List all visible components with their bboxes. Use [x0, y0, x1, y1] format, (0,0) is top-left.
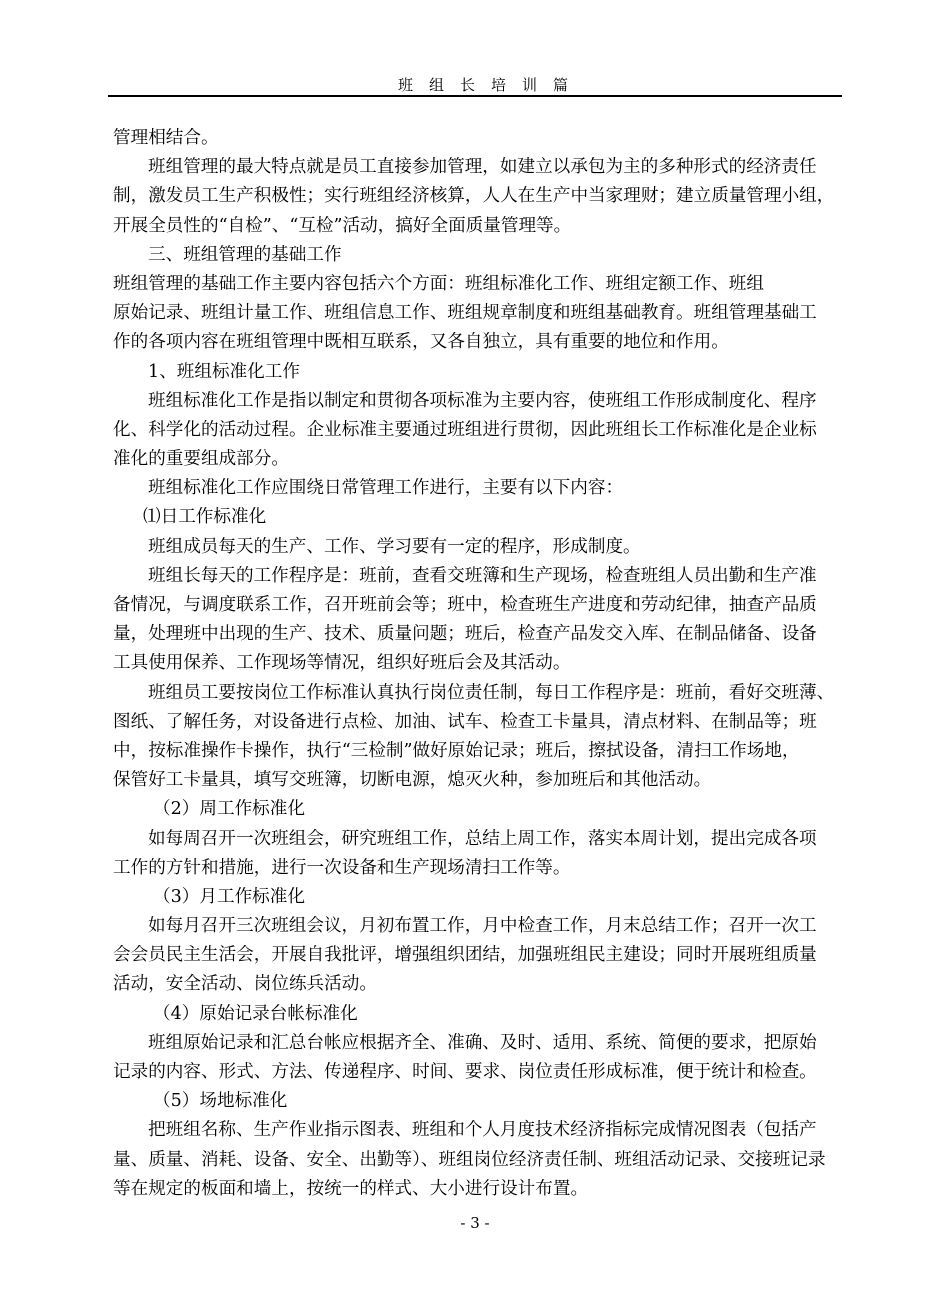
text-line: 量、质量、消耗、设备、安全、出勤等）、班组岗位经济责任制、班组活动记录、交接班记录 — [113, 1149, 826, 1170]
text-line: ⑴日工作标准化 — [143, 507, 267, 528]
text-line: 班组原始记录和汇总台帐应根据齐全、准确、及时、适用、系统、简便的要求，把原始 — [148, 1032, 817, 1053]
text-line: 如每月召开三次班组会议，月初布置工作，月中检查工作，月末总结工作；召开一次工 — [148, 916, 817, 937]
text-line: 制，激发员工生产积极性；实行班组经济核算，人人在生产中当家理财；建立质量管理小组， — [113, 186, 835, 207]
text-line: 班组成员每天的生产、工作、学习要有一定的程序，形成制度。 — [148, 536, 641, 557]
text-line: 量，处理班中出现的生产、技术、质量问题；班后，检查产品发交入库、在制品储备、设备 — [113, 624, 817, 645]
text-line: 活动，安全活动、岗位练兵活动。 — [113, 974, 377, 995]
header-rule — [108, 95, 842, 97]
text-line: 把班组名称、生产作业指示图表、班组和个人月度技术经济指标完成情况图表（包括产 — [148, 1120, 817, 1141]
text-line: 化、科学化的活动过程。企业标准主要通过班组进行贯彻，因此班组长工作标准化是企业标 — [113, 419, 817, 440]
text-line: 工作的方针和措施，进行一次设备和生产现场清扫工作等。 — [113, 857, 571, 878]
page-body — [113, 124, 842, 1204]
text-line: 图纸、了解任务，对设备进行点检、加油、试车、检查工卡量具，清点材料、在制品等；班 — [113, 711, 817, 732]
text-line: （2）周工作标准化 — [153, 799, 305, 820]
text-line: 准化的重要组成部分。 — [113, 449, 289, 470]
text-line: 班组长每天的工作程序是：班前，查看交班簿和生产现场，检查班组人员出勤和生产准 — [148, 565, 817, 586]
text-line: 班组管理的最大特点就是员工直接参加管理，如建立以承包为主的多种形式的经济责任 — [148, 157, 817, 178]
text-line: 中，按标准操作卡操作，执行“三检制”做好原始记录；班后，擦拭设备，清扫工作场地， — [113, 740, 800, 761]
text-line: 班组标准化工作应围绕日常管理工作进行，主要有以下内容： — [148, 478, 624, 499]
running-header: 班组长培训篇 — [397, 76, 584, 94]
text-line: 会会员民主生活会，开展自我批评，增强组织团结，加强班组民主建设；同时开展班组质量 — [113, 945, 817, 966]
text-line: 记录的内容、形式、方法、传递程序、时间、要求、岗位责任形成标准，便于统计和检查。 — [113, 1062, 817, 1082]
text-line: 作的各项内容在班组管理中既相互联系，又各自独立，具有重要的地位和作用。 — [113, 332, 729, 353]
text-line: （5）场地标准化 — [153, 1091, 288, 1112]
text-line: 原始记录、班组计量工作、班组信息工作、班组规章制度和班组基础教育。班组管理基础工 — [113, 303, 817, 324]
text-line: 班组标准化工作是指以制定和贯彻各项标准为主要内容，使班组工作形成制度化、程序 — [148, 390, 817, 411]
text-line: 班组管理的基础工作主要内容包括六个方面：班组标准化工作、班组定额工作、班组 — [113, 273, 764, 294]
text-line: 等在规定的板面和墙上，按统一的样式、大小进行设计布置。 — [113, 1178, 589, 1199]
text-line: 管理相结合。 — [113, 128, 219, 148]
text-line: 工具使用保养、工作现场等情况，组织好班后会及其活动。 — [113, 653, 571, 674]
text-line: （4）原始记录台帐标准化 — [153, 1003, 358, 1024]
text-line: 三、班组管理的基础工作 — [148, 244, 342, 265]
text-line: 如每周召开一次班组会，研究班组工作，总结上周工作，落实本周计划，提出完成各项 — [148, 828, 817, 849]
text-line: （3）月工作标准化 — [153, 886, 305, 907]
text-line: 备情况，与调度联系工作，召开班前会等；班中，检查班生产进度和劳动纪律，抽查产品质 — [113, 595, 817, 615]
text-line: 保管好工卡量具，填写交班簿，切断电源，熄灭火种，参加班后和其他活动。 — [113, 770, 712, 791]
page-number: - 3 - — [460, 1214, 490, 1232]
text-line: 1、班组标准化工作 — [148, 361, 300, 382]
text-line: 班组员工要按岗位工作标准认真执行岗位责任制，每日工作程序是：班前，看好交班薄、 — [148, 682, 835, 703]
text-line: 开展全员性的“自检”、“互检”活动，搞好全面质量管理等。 — [113, 215, 572, 236]
